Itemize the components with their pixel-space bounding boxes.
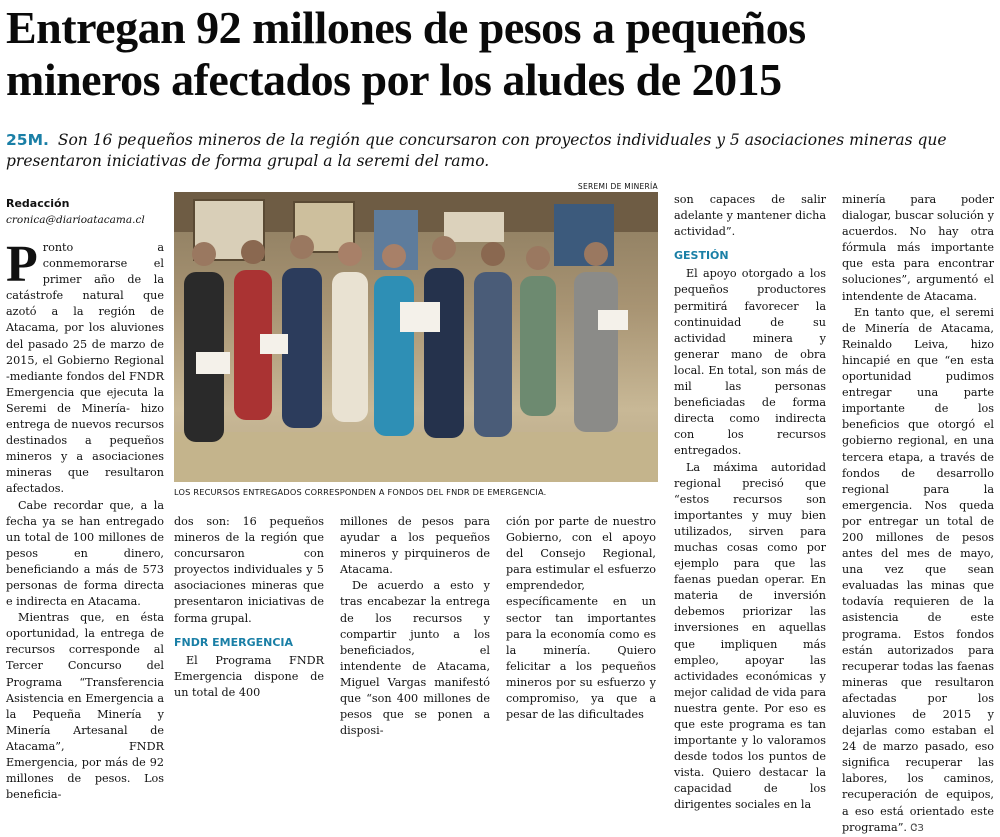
paragraph: Mientras que, en ésta oportunidad, la entrega de recursos corresponde al Tercer Concurso del Programa “Transferencia Asistencia en Emergencia a la Pequeña Minería y Minería Artesanal de Atacama”, FNDR Emergencia, por más de 92 millones de pesos. Los beneficia- (6, 611, 164, 802)
drop-cap: P (6, 236, 38, 293)
paragraph: De acuerdo a esto y tras encabezar la entrega de los recursos y compartir junto a los beneficiados, el intendente de Atacama, Miguel Vargas manifestó que “son 400 millones de pesos que se ponen a disposi- (340, 579, 490, 738)
end-mark-icon: ᏣЗ (910, 822, 924, 834)
author: Redacción (6, 197, 70, 210)
headline-line-1: Entregan 92 millones de pesos a pequeños (6, 2, 806, 53)
paragraph: ción por parte de nuestro Gobierno, con el apoyo del Consejo Regional, para estimular el esfuerzo emprendedor, específicamente en un sector tan importantes para la economía como es la minería. Quiero felicitar a los pequeños mineros por su esfuerzo y compromiso, ya que a pesar de las dificultades (506, 515, 656, 722)
article-photo (174, 192, 658, 482)
paragraph: La máxima autoridad regional precisó que “estos recursos son importantes y muy bien utilizados, sirven para muchas cosas como por ejemplo para que las faenas puedan operar. En materia de inversión debemos priorizar las inversiones en aquellas que impliquen más empleo, apoyar las actividades económicas y mejor calidad de vida para nuestra gente. Por eso es que este programa es tan importante y lo valoramos desde todos los puntos de vista. Quiero destacar la capacidad de los dirigentes sociales en la (674, 460, 826, 812)
section-subhead: GESTIÓN (674, 249, 729, 263)
text-column-3 (340, 514, 490, 739)
paragraph: Cabe recordar que, a la fecha ya se han entregado un total de 100 millones de pesos en dinero, beneficiando a más de 573 personas de forma directa e indirecta en Atacama. (6, 498, 164, 609)
paragraph: millones de pesos para ayudar a los pequeños mineros y pirquineros de Atacama. (340, 515, 490, 577)
photo-caption: LOS RECURSOS ENTREGADOS CORRESPONDEN A FONDOS DEL FNDR DE EMERGENCIA. (174, 487, 547, 497)
paragraph: son capaces de salir adelante y mantener dicha actividad”. (674, 193, 826, 239)
text-column-6 (842, 192, 994, 837)
lead-text: Son 16 pequeños mineros de la región que concursaron con proyectos individuales y 5 asociaciones mineras que presentaron iniciativas de forma grupal a la seremi del ramo. (6, 131, 947, 170)
paragraph: El Programa FNDR Emergencia dispone de un total de 400 (174, 653, 324, 699)
author-email[interactable]: cronica@diarioatacama.cl (6, 214, 145, 226)
paragraph: El apoyo otorgado a los pequeños productores permitirá favorecer la continuidad de su actividad minera y generar mano de obra local. En total, son más de mil las personas beneficiadas de forma directa como indirecta con los recursos entregados. (674, 267, 826, 458)
paragraph: minería para poder dialogar, buscar solución y acuerdos. No hay otra fórmula más importante que esta para encontrar soluciones”, argumentó el intendente de Atacama. (842, 193, 994, 303)
group-photo-illustration (174, 192, 658, 482)
text-column-1 (6, 236, 164, 803)
paragraph: dos son: 16 pequeños mineros de la región que concursaron con proyectos individuales y 5 asociaciones mineras que presentaron iniciativas de forma grupal. (174, 515, 324, 625)
article-lead (6, 130, 996, 172)
paragraph: Pronto a conmemorarse el primer año de la catástrofe natural que azotó a la región de Atacama, por los aluviones del pasado 25 de marzo de 2015, el Gobierno Regional -mediante fondos del FNDR Emergencia que ejecuta la Seremi de Minería- hizo entrega de nuevos recursos destinados a pequeños mineros y a asociaciones mineras que resultaron afectados. (6, 236, 164, 496)
photo-credit: SEREMI DE MINERÍA (577, 182, 658, 191)
date-tag: 25M. (6, 131, 49, 149)
paragraph: En tanto que, el seremi de Minería de Atacama, Reinaldo Leiva, hizo hincapié en que “en esta oportunidad pudimos entregar una parte importante de los beneficios que otorgó el gobierno regional, en una tercera etapa, a través de fondos de desarrollo regional para la emergencia. Nos queda por entregar un total de 200 millones de pesos antes del mes de mayo, una vez que sean evaluadas las minas que todavía requieren de la asistencia de este programa. Estos fondos están autorizados para recuperar todas las faenas mineras que resultaron afectadas por los aluviones de 2015 y dejarlas como estaban el 24 de marzo pasado, eso significa recuperar las labores, los caminos, recuperación de equipos, a eso está orientado este programa”. ᏣЗ (842, 305, 994, 834)
section-subhead: FNDR EMERGENCIA (174, 635, 294, 649)
byline (6, 196, 166, 228)
headline-line-2: mineros afectados por los aludes de 2015 (6, 54, 782, 105)
text-column-2 (174, 514, 324, 701)
text-column-5 (674, 192, 826, 814)
article-headline (6, 2, 996, 106)
text-column-4 (506, 514, 656, 723)
